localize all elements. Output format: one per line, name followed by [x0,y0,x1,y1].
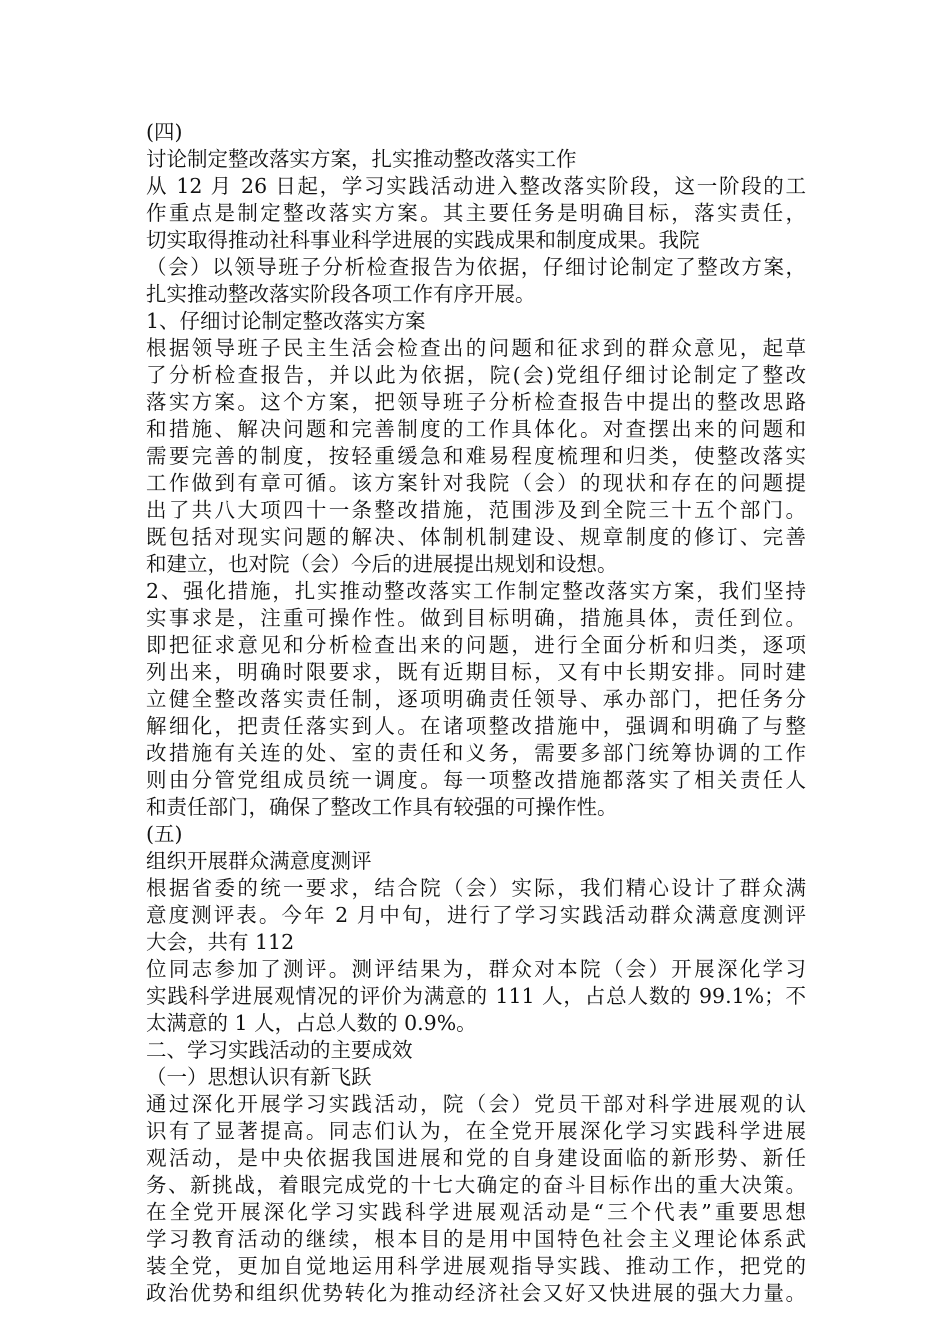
paragraph-line: 则由分管党组成员统一调度。每一项整改措施都落实了相关责任人 [146,768,806,792]
paragraph-line: 作重点是制定整改落实方案。其主要任务是明确目标，落实责任， [146,201,806,225]
paragraph-line: 位同志参加了测评。测评结果为，群众对本院（会）开展深化学习 [146,957,806,981]
paragraph-line: 装全党，更加自觉地运用科学进展观指导实践、推动工作，把党的 [146,1254,806,1278]
paragraph-line: 和措施、解决问题和完善制度的工作具体化。对查摆出来的问题和 [146,417,806,441]
subsection-title: （一）思想认识有新飞跃 [146,1065,372,1089]
paragraph-line: 政治优势和组织优势转化为推动经济社会又好又快进展的强大力量。 [146,1281,806,1305]
paragraph-line: 了分析检查报告，并以此为依据，院(会)党组仔细讨论制定了整改 [146,363,806,387]
paragraph-line: 落实方案。这个方案，把领导班子分析检查报告中提出的整改思路 [146,390,806,414]
paragraph-line: 出了共八大项四十一条整改措施，范围涉及到全院三十五个部门。 [146,498,806,522]
paragraph-line: 大会，共有 112 [146,930,295,954]
document-body [146,119,806,1307]
paragraph-line: 在全党开展深化学习实践科学进展观活动是“三个代表”重要思想 [146,1200,806,1224]
paragraph-line: （会）以领导班子分析检查报告为依据，仔细讨论制定了整改方案， [146,255,806,279]
paragraph-line: 识有了显著提高。同志们认为，在全党开展深化学习实践科学进展 [146,1119,806,1143]
chapter-title: 二、学习实践活动的主要成效 [146,1038,413,1062]
paragraph-line: 既包括对现实问题的解决、体制机制建设、规章制度的修订、完善 [146,525,806,549]
paragraph-line: 和建立，也对院（会）今后的进展提出规划和设想。 [146,552,618,576]
paragraph-line: 2、强化措施，扎实推动整改落实工作制定整改落实方案，我们坚持 [146,579,806,603]
paragraph-line: 改措施有关连的处、室的责任和义务，需要多部门统筹协调的工作 [146,741,806,765]
paragraph-line: 务、新挑战，着眼完成党的十七大确定的奋斗目标作出的重大决策。 [146,1173,806,1197]
paragraph-line: 解细化，把责任落实到人。在诸项整改措施中，强调和明确了与整 [146,714,806,738]
paragraph-line: 实践科学进展观情况的评价为满意的 111 人，占总人数的 99.1%；不 [146,984,806,1008]
paragraph-line: 列出来，明确时限要求，既有近期目标，又有中长期安排。同时建 [146,660,806,684]
paragraph-line: 立健全整改落实责任制，逐项明确责任领导、承办部门，把任务分 [146,687,806,711]
section-title: 讨论制定整改落实方案，扎实推动整改落实工作 [146,147,577,171]
paragraph-line: 实事求是，注重可操作性。做到目标明确，措施具体，责任到位。 [146,606,806,630]
paragraph-line: 和责任部门，确保了整改工作具有较强的可操作性。 [146,795,618,819]
paragraph-line: 太满意的 1 人，占总人数的 0.9%。 [146,1011,477,1035]
paragraph-line: 从 12 月 26 日起，学习实践活动进入整改落实阶段，这一阶段的工 [146,174,806,198]
section-heading-4: (四) [146,120,183,144]
section-heading-5: (五) [146,822,183,846]
section-title: 组织开展群众满意度测评 [146,849,372,873]
paragraph-line: 扎实推动整改落实阶段各项工作有序开展。 [146,282,536,306]
paragraph-line: 需要完善的制度，按轻重缓急和难易程度梳理和归类，使整改落实 [146,444,806,468]
paragraph-line: 意度测评表。今年 2 月中旬，进行了学习实践活动群众满意度测评 [146,903,806,927]
paragraph-line: 通过深化开展学习实践活动，院（会）党员干部对科学进展观的认 [146,1092,806,1116]
subsection-title: 1、仔细讨论制定整改落实方案 [146,309,426,333]
paragraph-line: 根据省委的统一要求，结合院（会）实际，我们精心设计了群众满 [146,876,806,900]
paragraph-line: 根据领导班子民主生活会检查出的问题和征求到的群众意见，起草 [146,336,806,360]
paragraph-line: 学习教育活动的继续，根本目的是用中国特色社会主义理论体系武 [146,1227,806,1251]
paragraph-line: 即把征求意见和分析检查出来的问题，进行全面分析和归类，逐项 [146,633,806,657]
paragraph-line: 工作做到有章可循。该方案针对我院（会）的现状和存在的问题提 [146,471,806,495]
paragraph-line: 切实取得推动社科事业科学进展的实践成果和制度成果。我院 [146,228,700,252]
paragraph-line: 观活动，是中央依据我国进展和党的自身建设面临的新形势、新任 [146,1146,806,1170]
